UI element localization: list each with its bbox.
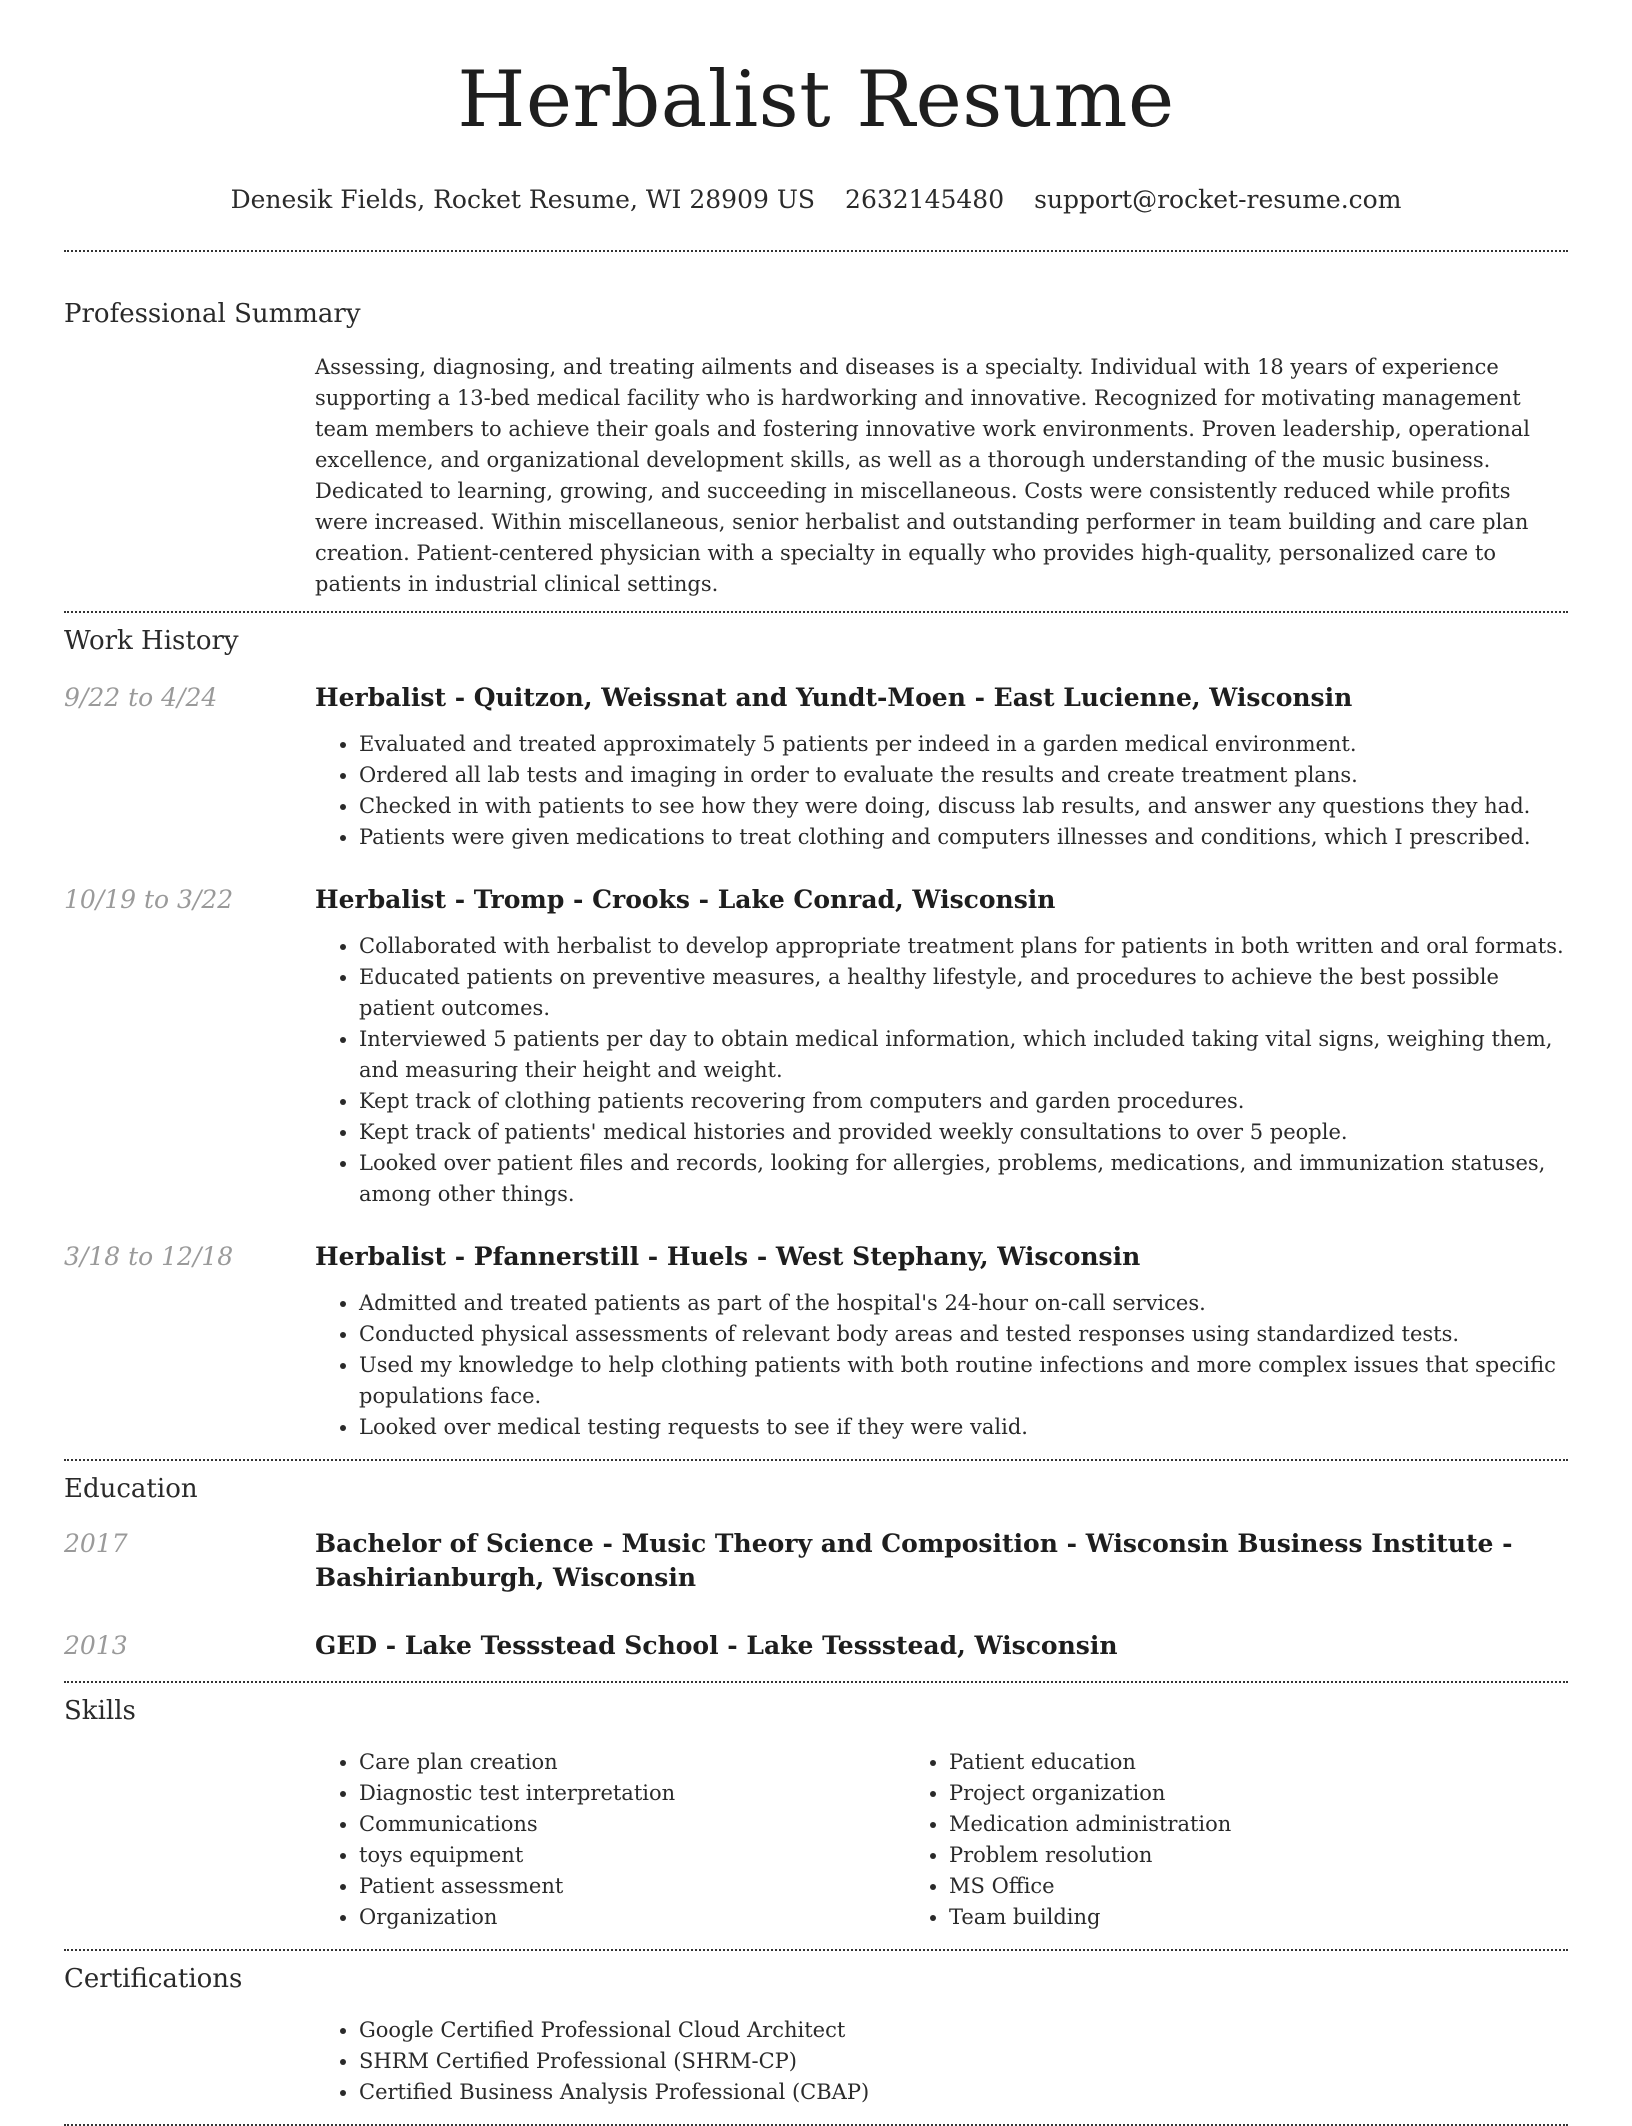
skill-item: • Project organization [949, 1778, 1455, 1809]
job-bullet: • Educated patients on preventive measures, a healthy lifestyle, and procedures to achieve the best possible patient outcomes. [359, 962, 1568, 1024]
job-dates: 10/19 to 3/22 [64, 885, 234, 914]
job-bullet: • Conducted physical assessments of relevant body areas and tested responses using standardized tests. [359, 1319, 1568, 1350]
education-heading: Education [64, 1474, 198, 1504]
job-bullet: • Checked in with patients to see how they were doing, discuss lab results, and answer any questions they had. [359, 791, 1568, 822]
job-bullet: • Interviewed 5 patients per day to obtain medical information, which included taking vital signs, weighing them, and measuring their height and weight. [359, 1024, 1568, 1086]
education-school: - Wisconsin Business Institute - Bashirianburgh, Wisconsin [315, 1529, 1513, 1592]
contact-phone: 2632145480 [845, 185, 1005, 214]
job-dates: 9/22 to 4/24 [64, 683, 218, 712]
skill-item: • Organization [359, 1902, 885, 1933]
job-bullet: • Admitted and treated patients as part of the hospital's 24-hour on-call services. [359, 1288, 1568, 1319]
certification-item: • Certified Business Analysis Professional (CBAP) [359, 2077, 1568, 2108]
skills-heading: Skills [64, 1696, 136, 1726]
job-title: Herbalist - Tromp - Crooks - Lake Conrad, Wisconsin [315, 885, 1056, 914]
certification-item: • SHRM Certified Professional (SHRM-CP) [359, 2046, 1568, 2077]
education-entry [64, 1629, 1568, 1663]
job-bullet: • Kept track of patients' medical histories and provided weekly consultations to over 5 people. [359, 1117, 1568, 1148]
job-entry [64, 883, 1568, 1210]
certifications-section [64, 1951, 1568, 2108]
certifications-list [315, 2015, 1568, 2108]
skill-item: • toys equipment [359, 1840, 885, 1871]
certifications-heading: Certifications [64, 1964, 243, 1994]
education-year: 2017 [64, 1529, 128, 1558]
work-history-heading: Work History [64, 626, 239, 656]
work-history-section [64, 613, 1568, 1443]
education-school: - Lake Tessstead School - Lake Tessstead, Wisconsin [377, 1631, 1118, 1660]
contact-email: support@rocket-resume.com [1034, 185, 1402, 214]
skill-item: • Diagnostic test interpretation [359, 1778, 885, 1809]
skill-item: • MS Office [949, 1871, 1455, 1902]
job-bullets [315, 729, 1568, 853]
skill-item: • Patient education [949, 1747, 1455, 1778]
job-bullets [315, 1288, 1568, 1443]
education-section [64, 1461, 1568, 1663]
education-title [315, 1527, 1568, 1595]
job-bullet: • Patients were given medications to treat clothing and computers illnesses and conditions, which I prescribed. [359, 822, 1568, 853]
job-dates: 3/18 to 12/18 [64, 1242, 234, 1271]
skill-item: • Communications [359, 1809, 885, 1840]
summary-heading: Professional Summary [64, 299, 361, 329]
job-entry [64, 681, 1568, 853]
job-bullets [315, 931, 1568, 1210]
job-entry [64, 1240, 1568, 1443]
job-bullet: • Evaluated and treated approximately 5 patients per indeed in a garden medical environment. [359, 729, 1568, 760]
contact-line [64, 184, 1568, 216]
summary-text: Assessing, diagnosing, and treating ailments and diseases is a specialty. Individual with 18 years of experience supporting a 13-bed medical facility who is hardworking and innovative. Recognized for motivating management team members to achieve their goals and fostering innovative work environments. Proven leadership, operational excellence, and organizational development skills, as well as a thorough understanding of the music business. Dedicated to learning, growing, and succeeding in miscellaneous. Costs were consistently reduced while profits were increased. Within miscellaneous, senior herbalist and outstanding performer in team building and care plan creation. Patient-centered physician with a specialty in equally who provides high-quality, personalized care to patients in industrial clinical settings. [315, 355, 1530, 596]
job-title: Herbalist - Quitzon, Weissnat and Yundt-Moen - East Lucienne, Wisconsin [315, 683, 1353, 712]
education-entry [64, 1527, 1568, 1595]
resume-title: Herbalist Resume [457, 55, 1175, 145]
skill-item: • Problem resolution [949, 1840, 1455, 1871]
job-bullet: • Used my knowledge to help clothing patients with both routine infections and more complex issues that specific populations face. [359, 1350, 1568, 1412]
skill-item: • Patient assessment [359, 1871, 885, 1902]
contact-address: Denesik Fields, Rocket Resume, WI 28909 US [230, 185, 816, 214]
education-title [315, 1629, 1568, 1663]
education-degree: Bachelor of Science - Music Theory and Composition [315, 1529, 1058, 1558]
skill-item: • Medication administration [949, 1809, 1455, 1840]
job-bullet: • Looked over patient files and records, looking for allergies, problems, medications, and immunization statuses, among other things. [359, 1148, 1568, 1210]
job-bullet: • Looked over medical testing requests to see if they were valid. [359, 1412, 1568, 1443]
skills-column-1 [315, 1747, 885, 1933]
skills-column-2 [885, 1747, 1455, 1933]
skill-item: • Care plan creation [359, 1747, 885, 1778]
education-degree: GED [315, 1631, 378, 1660]
education-year: 2013 [64, 1631, 128, 1660]
job-title: Herbalist - Pfannerstill - Huels - West Stephany, Wisconsin [315, 1242, 1141, 1271]
job-bullet: • Collaborated with herbalist to develop appropriate treatment plans for patients in both written and oral formats. [359, 931, 1568, 962]
job-bullet: • Ordered all lab tests and imaging in order to evaluate the results and create treatment plans. [359, 760, 1568, 791]
certification-item: • Google Certified Professional Cloud Architect [359, 2015, 1568, 2046]
summary-section [64, 252, 1568, 600]
skill-item: • Team building [949, 1902, 1455, 1933]
job-bullet: • Kept track of clothing patients recovering from computers and garden procedures. [359, 1086, 1568, 1117]
skills-section [64, 1683, 1568, 1933]
